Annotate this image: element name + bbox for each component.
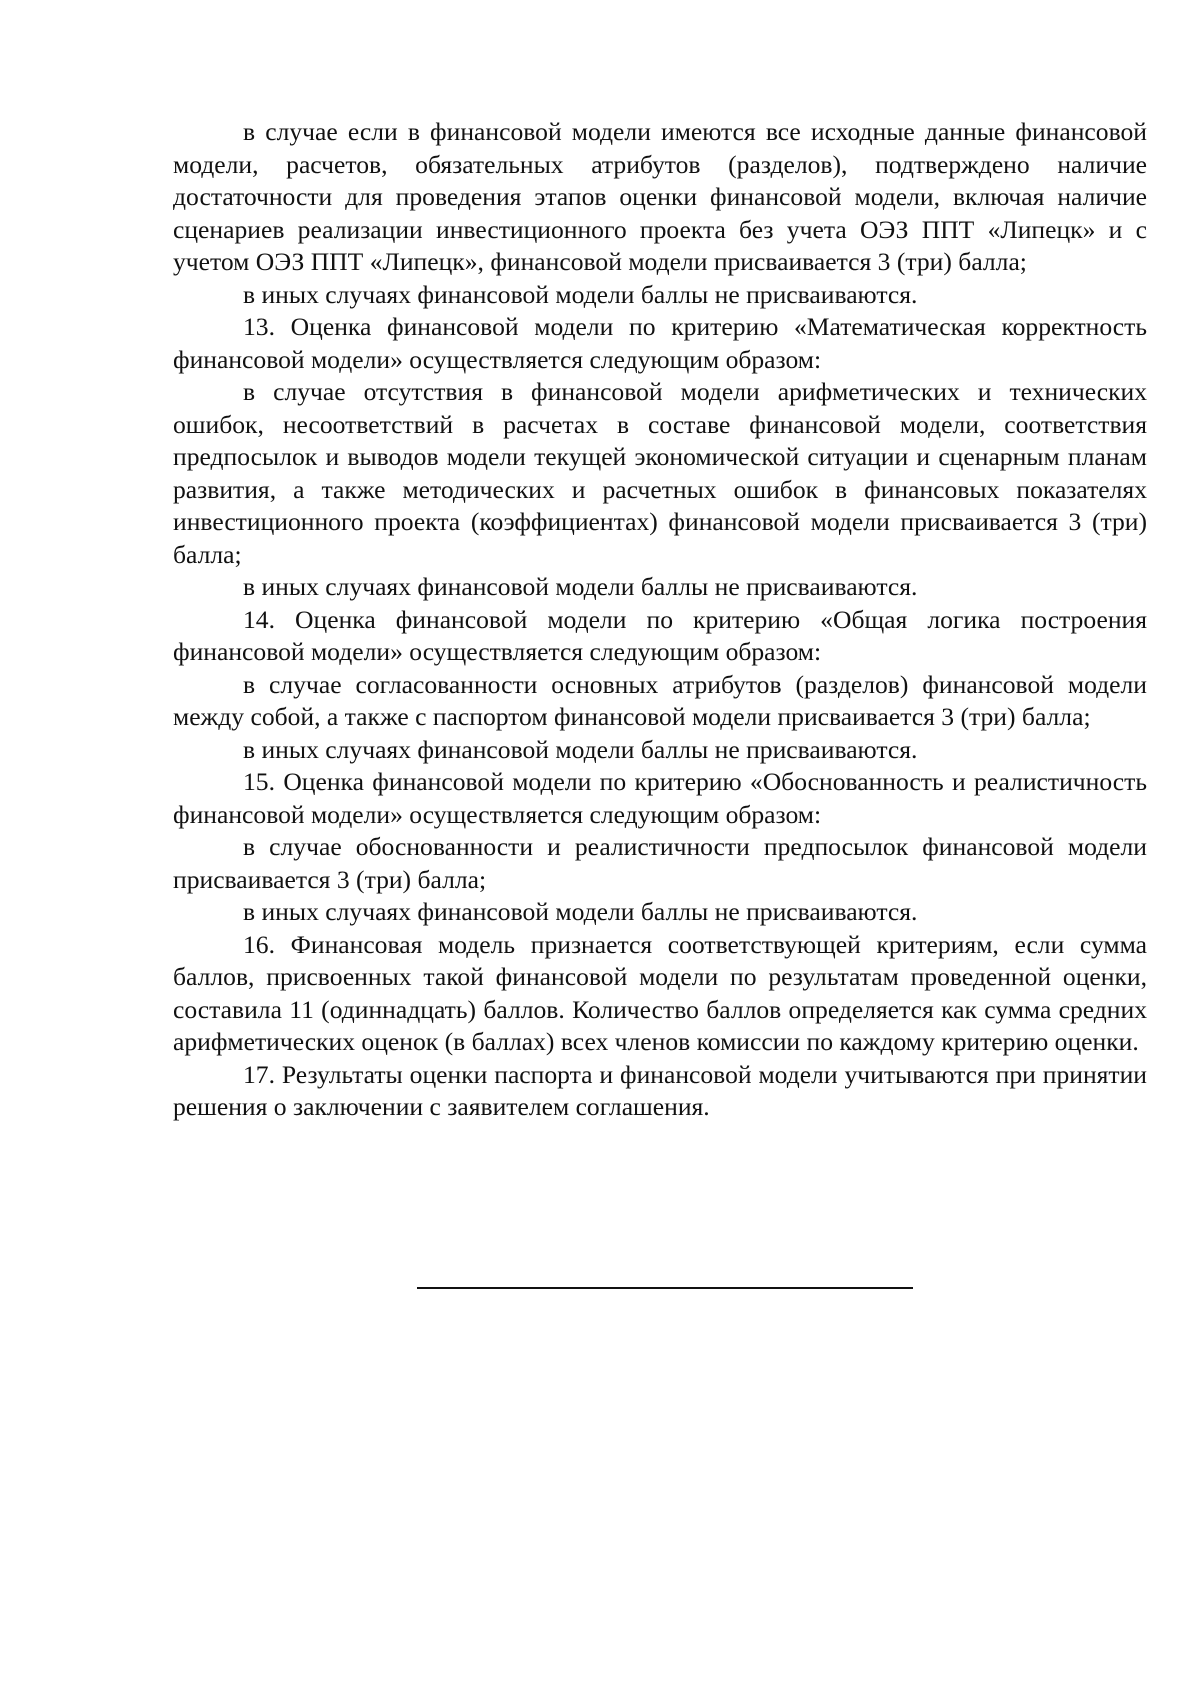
- paragraph-otherwise-no-points: в иных случаях финансовой модели баллы не присваиваются.: [243, 897, 918, 926]
- paragraph-validity-realism: в случае обоснованности и реалистичности предпосылок финансовой модели присваивается 3 (три) балла;: [173, 832, 1147, 894]
- document-body: [173, 116, 1147, 1124]
- paragraph-item-13: 13. Оценка финансовой модели по критерию «Математическая корректность финансовой модели» осуществляется следующим образом:: [173, 312, 1147, 374]
- paragraph-logic-consistency: в случае согласованности основных атрибутов (разделов) финансовой модели между собой, а также с паспортом финансовой модели присваивается 3 (три) балла;: [173, 669, 1147, 731]
- paragraph-otherwise-no-points: в иных случаях финансовой модели баллы не присваиваются.: [243, 572, 918, 601]
- paragraph-item-17: 17. Результаты оценки паспорта и финансовой модели учитываются при принятии решения о заключении с заявителем соглашения.: [173, 1059, 1147, 1121]
- paragraph-otherwise-no-points: в иных случаях финансовой модели баллы не присваиваются.: [243, 734, 918, 764]
- paragraph-scenarios-criterion: в случае если в финансовой модели имеются все исходные данные финансовой модели, расчетов, обязательных атрибутов (разделов), подтверждено наличие достаточности для проведения этапов оценки финансовой модели, включая наличие сценариев реализации инвестиционного проекта без учета ОЭЗ ППТ «Липецк» и с учетом ОЭЗ ППТ «Липецк», финансовой модели присваивается 3 (три) балла;: [173, 117, 1147, 276]
- end-of-document-divider: [417, 1287, 913, 1289]
- paragraph-item-15: 15. Оценка финансовой модели по критерию «Обоснованность и реалистичность финансовой модели» осуществляется следующим образом:: [173, 767, 1147, 829]
- paragraph-math-correctness: в случае отсутствия в финансовой модели арифметических и технических ошибок, несоответствий в расчетах в составе финансовой модели, соответствия предпосылок и выводов модели текущей экономической ситуации и сценарным планам развития, а также методических и расчетных ошибок в финансовых показателях инвестиционного проекта (коэффициентах) финансовой модели присваивается 3 (три) балла;: [173, 377, 1147, 569]
- paragraph-otherwise-no-points: в иных случаях финансовой модели баллы не присваиваются.: [243, 279, 918, 309]
- paragraph-item-16: 16. Финансовая модель признается соответствующей критериям, если сумма баллов, присвоенных такой финансовой модели по результатам проведенной оценки, составила 11 (одиннадцать) баллов. Количество баллов определяется как сумма средних арифметических оценок (в баллах) всех членов комиссии по каждому критерию оценки.: [173, 929, 1147, 1056]
- paragraph-item-14: 14. Оценка финансовой модели по критерию «Общая логика построения финансовой модели» осуществляется следующим образом:: [173, 604, 1147, 666]
